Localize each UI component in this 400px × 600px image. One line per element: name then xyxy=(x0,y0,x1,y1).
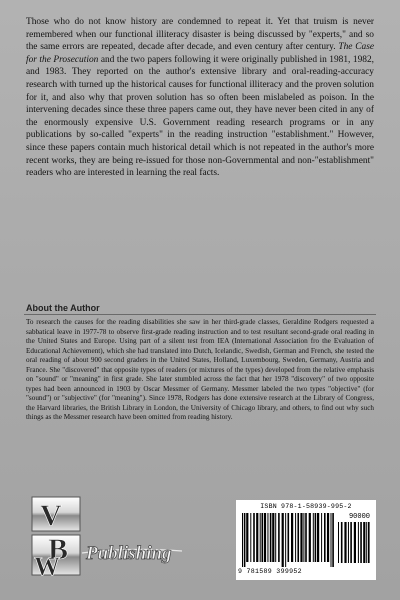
isbn-number: ISBN 978-1-58939-995-2 xyxy=(260,503,352,510)
ean-barcode-bars xyxy=(242,513,334,567)
monogram-letter-b: B xyxy=(48,533,69,566)
publisher-name: Publishing xyxy=(86,543,172,564)
addon-barcode-bars xyxy=(338,522,372,568)
blurb-book-title: The Case for the Prosecution xyxy=(26,42,374,65)
section-divider xyxy=(24,314,376,315)
monogram-letter-v: V xyxy=(40,499,62,532)
author-bio: To research the causes for the reading disabilities she saw in her third-grade classes, Geraldine Rodgers requested a sabbatical leave in 1977-78 to observe first-grade reading instruction and to test resultant second-grade oral reading in the United States and Europe. Using part of a silent test from IEA (International Association fro the Evaluation of Educational Achievement), which she had translated into Dutch, Icelandic, Swedish, German and French, she tested the oral reading of about 900 second graders in the United States, Holland, Luxembourg, Sweden, Germany, Austria and France. She "discovered" that opposite types of readers (or mixtures of the types) developed from the relative emphasis on "sound" or "meaning" in first grade. She later stumbled across the fact that her 1978 "discovery" of two opposite types had been announced in 1903 by Oscar Messmer of Germany. Messmer labeled the two types "objective" (for "sound") or "subjective" (for "meaning"). Since 1978, Rodgers has done extensive research at the Library of Congress, the Harvard libraries, the British Library in London, the University of Chicago library, and others, to find out why such things as the Messmer research have been omitted from reading history. xyxy=(26,318,374,422)
publisher-logo-graphic xyxy=(26,495,186,579)
ean-digits: 9 781589 399952 xyxy=(238,568,302,575)
blurb-text-part1: Those who do not know history are condemned to repeat it. Yet that truism is never remembered when our functional illiteracy disaster is being discussed by "experts," and so the same errors are repeated, decade after decade, and even century after century. xyxy=(26,17,374,53)
isbn-barcode xyxy=(236,500,376,580)
price-code: 90000 xyxy=(348,513,370,521)
about-author-heading: About the Author xyxy=(26,303,100,313)
publisher-logo xyxy=(26,495,186,579)
blurb-text-part2: and the two papers following it were originally published in 1981, 1982, and 1983. They reported on the author's extensive library and oral-reading-accuracy research with turned up the historical causes for functional illiteracy and the proven solution for it, and also why that proven solution has so often been mislabeled as poison. In the intervening decades since these three papers came out, they have never been cited in any of the enormously expensive U.S. Government reading research programs or in any publications by so-called "experts" in the reading instruction "establishment." However, since these papers contain much historical detail which is not repeated in the author's more recent works, they are being re-issued for those non-Governmental and non-"establishment" readers who are interested in learning the real facts. xyxy=(26,54,374,179)
cover-blurb xyxy=(26,16,374,180)
monogram-letter-w: W xyxy=(34,552,60,579)
